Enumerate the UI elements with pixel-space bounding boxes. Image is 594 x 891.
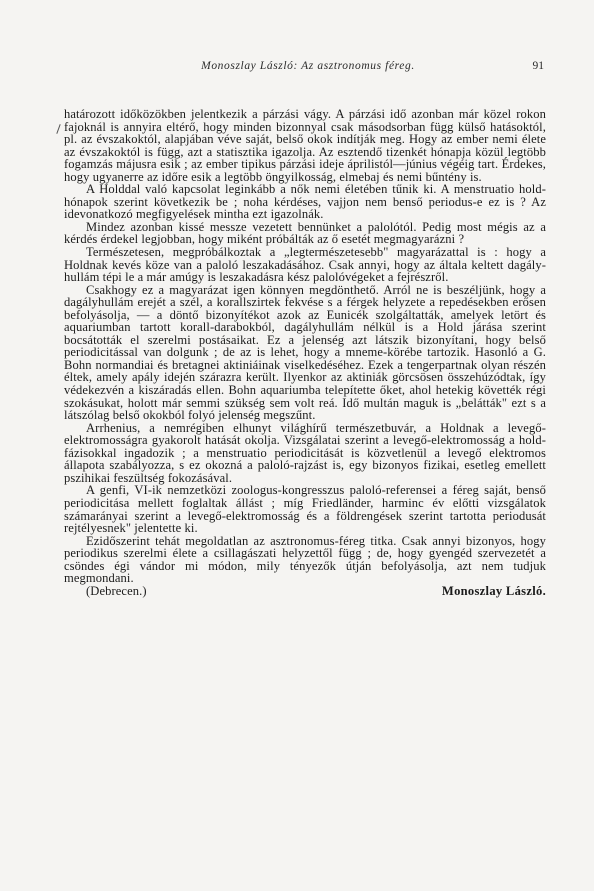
- paragraph-2: A Holddal való kapcsolat leginkább a nők nemi életében tűnik ki. A menstruatio hold-hónapok szerint következik be ; noha kérdéses, vajjon nem benső periodus-e ez is ? Az idevonatkozó megfigyelések mintha ezt igazolnák.: [64, 182, 546, 222]
- signature-line: [64, 585, 546, 598]
- author-signature: Monoszlay László.: [441, 583, 546, 598]
- margin-pencil-mark: [56, 124, 60, 134]
- place-of-writing: (Debrecen.): [86, 583, 147, 598]
- paragraph-4: Természetesen, megpróbálkoztak a „legtermészetesebb" magyarázattal is : hogy a Holdnak kevés köze van a paloló leszakadásához. Csak annyi, hogy az általa keltett dagály-hullám tépi le a már amúgy is leszakadásra kész palolóvégeket a fejrészről.: [64, 245, 546, 285]
- paragraph-7: A genfi, VI-ik nemzetközi zoologus-kongresszus paloló-referensei a féreg saját, benső periodicitása mellett foglaltak állást ; míg Friedländer, harminc év előtti vizsgálatok számarányai szerint a levegő-elektromosság és a földrengések szerint tartotta periodusát rejtélyesnek" jelentette ki.: [64, 483, 546, 536]
- paragraph-6: Arrhenius, a nemrégiben elhunyt világhírű természetbuvár, a Holdnak a levegő-elektromosságra gyakorolt hatását okolja. Vizsgálatai szerint a levegő-elektromosság a hold-fázisokkal ingadozik ; a menstruatio periodicitását is közvetlenül a levegő elektromos állapota szabályozza, s ez okozná a paloló-rajzást is, egy bizonyos fizikai, esetleg emellett pszihikai feszültség fokozásával.: [64, 420, 546, 485]
- running-title: Monoszlay László: Az asztronomus féreg.: [201, 60, 415, 72]
- paragraph-1: határozott időközökben jelentkezik a párzási vágy. A párzási idő azonban már közel rokon fajoknál is annyira eltérő, hogy minden bizonnyal csak másodsorban függ külső hatásoktól, pl. az évszakoktól, alapjában véve saját, belső okok indítják meg. Hogy az ember nemi élete az évszakoktól is függ, azt a statisztika igazolja. Az esztendő tizenkét hónapja közül legtöbb fogamzás májusra esik ; az ember tipikus párzási ideje áprilistól—június végéig tart. Érdekes, hogy ugyanerre az időre esik a legtöbb öngyilkosság, elmebaj és nemi bűntény is.: [64, 107, 546, 184]
- article-body: [64, 108, 546, 598]
- paragraph-5: Csakhogy ez a magyarázat igen könnyen megdönthető. Arról ne is beszéljünk, hogy a dagályhullám erejét a szél, a korallszirtek fekvése s a férgek helyzete a repedésekben erősen befolyásolja, — a döntő bizonyítékot azok az Eunicék szolgáltatták, amelyek letört és aquariumban tartott korall-darabokból, dagályhullám nélkül is a Hold járása szerint bocsátották el szerelmi postásaikat. Ez a jelenség azt látszik bizonyítani, hogy belső periodicitással van dolgunk ; de az is lehet, hogy a mneme-körébe tartozik. Hasonló a G. Bohn normandiai és bretagnei aktiniáinak viselkedéséhez. Ezek a tengerpartnak olyan részén éltek, amely apály idején szárazra került. Ilyenkor az aktiniák görcsösen összehúzódtak, így védekezvén a kiszáradás ellen. Bohn aquariumba telepítette őket, ahol hetekig követték régi szokásukat, holott már semmi szükség sem volt reá. Idő multán maguk is „belátták" ezt s a látszólag belső okokból folyó jelenség megszűnt.: [64, 282, 546, 423]
- page-number: 91: [532, 60, 544, 72]
- running-header: [88, 60, 544, 76]
- paragraph-3: Mindez azonban kissé messze vezetett bennünket a palolótól. Pedig most mégis az a kérdés érdekel legjobban, hogy miként próbálták az ő esetét megmagyarázni ?: [64, 219, 546, 247]
- paragraph-8: Ezidőszerint tehát megoldatlan az asztronomus-féreg titka. Csak annyi bizonyos, hogy periodikus szerelmi élete a csillagászati helyzettől függ ; de, hogy gyengéd szervezetét a csöndes égi vándor mi módon, mily tényezők útján befolyásolja, azt nem tudjuk megmondani.: [64, 533, 546, 586]
